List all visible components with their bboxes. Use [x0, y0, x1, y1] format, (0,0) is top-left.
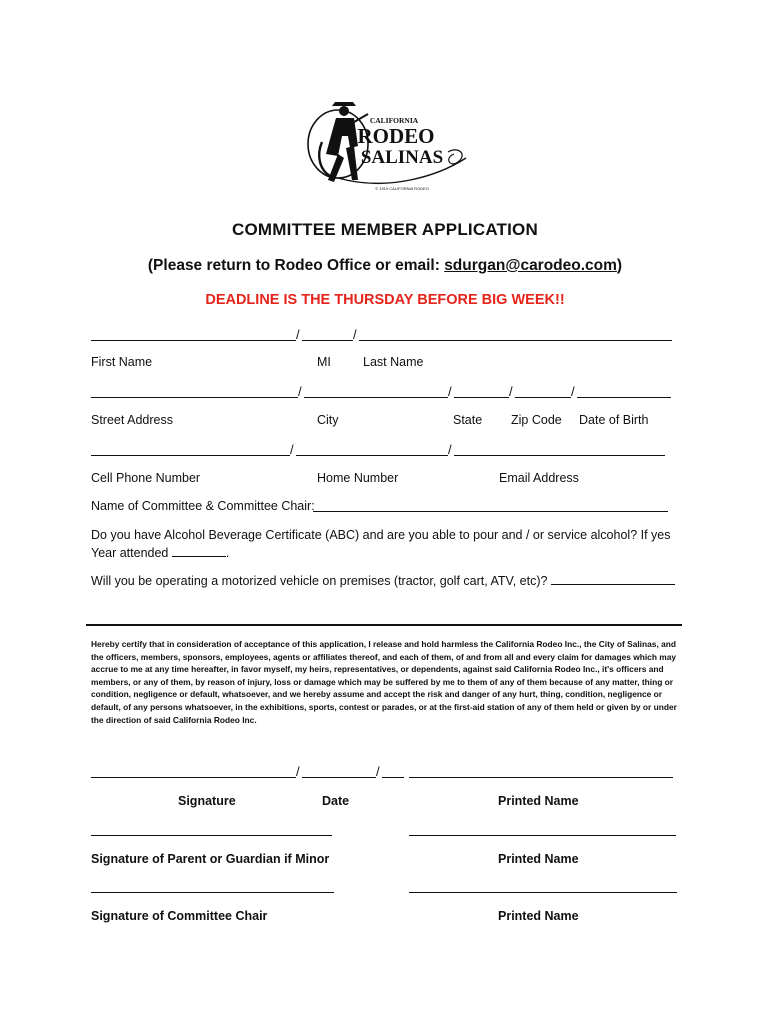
zip-code-label: Zip Code [511, 413, 562, 427]
cell-phone-field[interactable] [91, 455, 290, 456]
printed-name-field[interactable] [409, 777, 673, 778]
signature-field[interactable] [91, 777, 296, 778]
svg-text:© 1919 CALIFORNIA RODEO: © 1919 CALIFORNIA RODEO [375, 186, 429, 191]
abc-question [91, 527, 671, 562]
signature-label: Signature [178, 794, 236, 808]
chair-signature-label: Signature of Committee Chair [91, 909, 268, 923]
svg-text:RODEO: RODEO [357, 124, 435, 148]
field-separator: / [376, 764, 380, 779]
field-separator: / [290, 442, 294, 457]
date-label: Date [322, 794, 350, 808]
deadline-notice: DEADLINE IS THE THURSDAY BEFORE BIG WEEK!! [205, 292, 565, 308]
liability-waiver: Hereby certify that in consideration of acceptance of this application, I release and hold harmless the California Rodeo Inc., the City of Salinas, and the officers, members, sponsors, employees, agents or affiliates thereof, and each of them, of and from all and every claim for damages which may accrue to me at any time hereafter, in favor myself, my heirs, representatives, or dependents, against said California Rodeo Inc., it's officers and members, or any of them, by reason of injury, loss or damage which may be suffered by me to them of any of them because of any matter, thing or condition, negligence or default, whatsoever, and we hereby assume and accept the risk and danger of any hurt, thing, condition, negligence or default, of any persons whatsoever, in the exhibitions, sports, contest or parades, or at the first-aid station of any of them held or given by or under the direction of said California Rodeo Inc. [91, 639, 677, 725]
parent-signature-field[interactable] [91, 835, 332, 836]
first-name-field[interactable] [91, 340, 296, 341]
abc-year-period: . [225, 546, 230, 560]
first-name-label: First Name [91, 355, 153, 369]
field-separator: / [296, 327, 300, 342]
city-label: City [317, 413, 339, 427]
committee-label: Name of Committee & Committee Chair: [91, 499, 315, 513]
email-address-field[interactable] [454, 455, 665, 456]
last-name-label: Last Name [363, 355, 424, 369]
last-name-field[interactable] [359, 340, 672, 341]
date-year-field[interactable] [382, 777, 404, 778]
date-of-birth-field[interactable] [577, 397, 671, 398]
field-separator: / [571, 384, 575, 399]
cell-phone-label: Cell Phone Number [91, 471, 201, 485]
city-field[interactable] [304, 397, 448, 398]
chair-printed-name-label: Printed Name [498, 909, 579, 923]
field-separator: / [353, 327, 357, 342]
return-instructions-suffix: ) [616, 257, 623, 274]
vehicle-question-text: Will you be operating a motorized vehicle on premises (tractor, golf cart, ATV, etc)? [91, 574, 548, 588]
home-number-field[interactable] [296, 455, 448, 456]
return-instructions [0, 257, 770, 275]
field-separator: / [296, 764, 300, 779]
abc-year-field[interactable] [172, 544, 226, 557]
parent-printed-name-field[interactable] [409, 835, 676, 836]
svg-text:SALINAS: SALINAS [360, 147, 444, 168]
middle-initial-field[interactable] [302, 340, 353, 341]
zip-code-field[interactable] [515, 397, 571, 398]
home-number-label: Home Number [317, 471, 399, 485]
rodeo-cowboy-logo-graphic [298, 96, 474, 196]
field-separator: / [448, 384, 452, 399]
abc-year-label: Year attended [91, 546, 172, 560]
form-title: COMMITTEE MEMBER APPLICATION [232, 220, 538, 239]
committee-chair-field[interactable] [313, 511, 668, 512]
state-field[interactable] [454, 397, 509, 398]
contact-email-link[interactable]: sdurgan@carodeo.com [444, 257, 617, 274]
printed-name-label: Printed Name [498, 794, 579, 808]
middle-initial-label: MI [317, 355, 331, 369]
california-rodeo-salinas-logo [298, 96, 474, 196]
parent-printed-name-label: Printed Name [498, 852, 579, 866]
vehicle-answer-field[interactable] [551, 572, 675, 585]
abc-question-text: Do you have Alcohol Beverage Certificate (ABC) and are you able to pour and / or service alcohol? If yes [91, 528, 671, 542]
vehicle-question [91, 572, 675, 590]
section-divider [86, 624, 682, 626]
date-field[interactable] [302, 777, 376, 778]
chair-signature-field[interactable] [91, 892, 334, 893]
svg-text:CALIFORNIA: CALIFORNIA [369, 116, 419, 125]
parent-signature-label: Signature of Parent or Guardian if Minor [91, 852, 330, 866]
abc-year-row [91, 544, 671, 562]
logo-wordmark [357, 116, 443, 191]
email-address-label: Email Address [499, 471, 579, 485]
state-label: State [453, 413, 483, 427]
field-separator: / [448, 442, 452, 457]
street-address-label: Street Address [91, 413, 173, 427]
street-address-field[interactable] [91, 397, 298, 398]
date-of-birth-label: Date of Birth [579, 413, 649, 427]
field-separator: / [509, 384, 513, 399]
field-separator: / [298, 384, 302, 399]
return-instructions-prefix: (Please return to Rodeo Office or email: [147, 257, 445, 274]
chair-printed-name-field[interactable] [409, 892, 677, 893]
